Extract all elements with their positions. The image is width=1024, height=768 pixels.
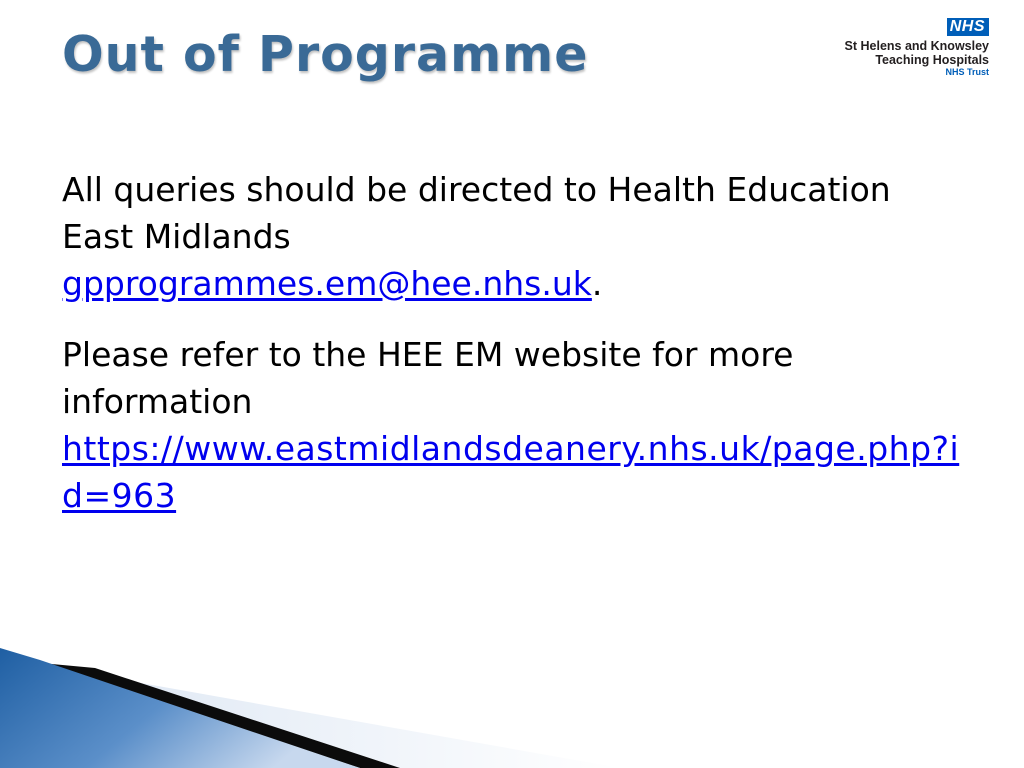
website-link[interactable]: https://www.eastmidlandsdeanery.nhs.uk/page.php?id=963 [62,429,960,515]
slide-title: Out of Programme [62,26,589,83]
logo-trust-name-line2: Teaching Hospitals [875,53,989,67]
nhs-trust-logo [789,18,989,78]
swoosh-blue-band [0,648,360,768]
email-trailing-period: . [591,264,603,303]
slide-body [62,166,962,519]
website-text: Please refer to the HEE EM website for more information [62,335,794,421]
queries-text: All queries should be directed to Health Education East Midlands [62,170,891,256]
website-paragraph [62,331,962,519]
nhs-badge-logo: NHS [947,18,989,36]
logo-nhs-trust-label: NHS Trust [945,67,989,77]
queries-paragraph [62,166,962,307]
corner-swoosh-decoration [0,640,1024,768]
email-link[interactable]: gpprogrammes.em@hee.nhs.uk [62,264,592,303]
logo-trust-name-line1: St Helens and Knowsley [844,39,989,53]
